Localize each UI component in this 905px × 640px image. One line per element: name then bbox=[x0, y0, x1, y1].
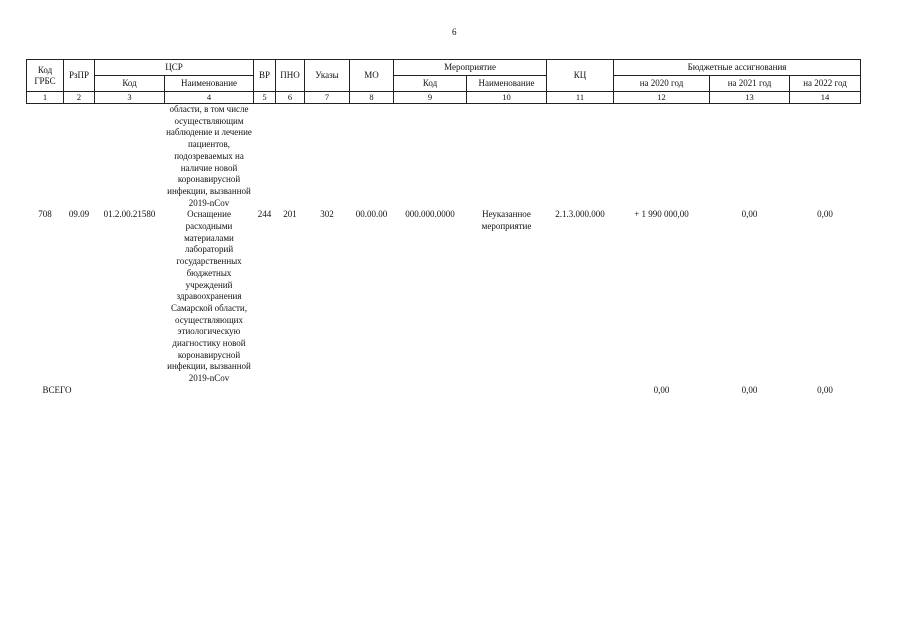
total-2021: 0,00 bbox=[741, 384, 758, 395]
header-csr: ЦСР bbox=[95, 60, 254, 76]
table-header bbox=[27, 60, 861, 104]
total-row bbox=[27, 385, 861, 397]
header-mer-kod: Код bbox=[394, 76, 467, 92]
header-meropriyatie: Мероприятие bbox=[394, 60, 547, 76]
column-number: 13 bbox=[710, 92, 790, 104]
column-number: 9 bbox=[394, 92, 467, 104]
column-number: 12 bbox=[614, 92, 710, 104]
cell-ukazy: 302 bbox=[320, 209, 334, 220]
cell-kc: 2.1.3.000.000 bbox=[555, 209, 605, 220]
column-number: 1 bbox=[27, 92, 64, 104]
column-number: 14 bbox=[790, 92, 861, 104]
column-number: 8 bbox=[350, 92, 394, 104]
column-number: 6 bbox=[276, 92, 305, 104]
cell-csr-name: Оснащение расходными материалами лабораторий государственных бюджетных учреждений здравоохранения Самарской области, осуществляющих этиологическую диагностику новой коронавирусной инфекции, вызванной 2019-nCov bbox=[167, 209, 251, 384]
header-mo: МО bbox=[350, 60, 394, 92]
continuation-text: области, в том числе осуществляющим наблюдение и лечение пациентов, подозреваемых на наличие новой коронавирусной инфекции, вызванной 2019-nCov bbox=[166, 104, 252, 208]
header-mer-name: Наименование bbox=[467, 76, 547, 92]
cell-mer-name: Неуказанное мероприятие bbox=[481, 209, 532, 232]
cell-2020: + 1 990 000,00 bbox=[634, 209, 689, 220]
column-number: 4 bbox=[165, 92, 254, 104]
header-2021: на 2021 год bbox=[710, 76, 790, 92]
table-row bbox=[27, 209, 861, 385]
total-2020: 0,00 bbox=[653, 384, 670, 395]
column-number: 3 bbox=[95, 92, 165, 104]
cell-pno: 201 bbox=[283, 209, 297, 220]
cell-csr-kod: 01.2.00.21580 bbox=[103, 209, 156, 220]
header-vr: ВР bbox=[254, 60, 276, 92]
header-kod-grbs: Код ГРБС bbox=[27, 60, 64, 92]
cell-mo: 00.00.00 bbox=[355, 209, 388, 220]
total-2022: 0,00 bbox=[817, 384, 833, 395]
cell-2021: 0,00 bbox=[741, 209, 758, 220]
cell-2022: 0,00 bbox=[817, 209, 833, 220]
header-budget: Бюджетные ассигнования bbox=[614, 60, 861, 76]
table-row bbox=[27, 104, 861, 210]
cell-mer-kod: 000.000.0000 bbox=[405, 209, 455, 220]
page-number: 6 bbox=[452, 27, 457, 37]
column-number: 2 bbox=[64, 92, 95, 104]
header-kc: КЦ bbox=[547, 60, 614, 92]
cell-kod-grbs: 708 bbox=[38, 209, 52, 220]
header-rzpr: РзПР bbox=[64, 60, 95, 92]
column-number: 10 bbox=[467, 92, 547, 104]
cell-rzpr: 09.09 bbox=[68, 209, 90, 220]
column-number: 11 bbox=[547, 92, 614, 104]
header-csr-kod: Код bbox=[95, 76, 165, 92]
total-label: ВСЕГО bbox=[42, 384, 72, 395]
header-2022: на 2022 год bbox=[790, 76, 861, 92]
header-2020: на 2020 год bbox=[614, 76, 710, 92]
header-ukazy: Указы bbox=[305, 60, 350, 92]
header-csr-name: Наименование bbox=[165, 76, 254, 92]
header-pno: ПНО bbox=[276, 60, 305, 92]
column-number: 7 bbox=[305, 92, 350, 104]
column-number: 5 bbox=[254, 92, 276, 104]
cell-vr: 244 bbox=[257, 209, 272, 220]
budget-table bbox=[26, 59, 861, 397]
